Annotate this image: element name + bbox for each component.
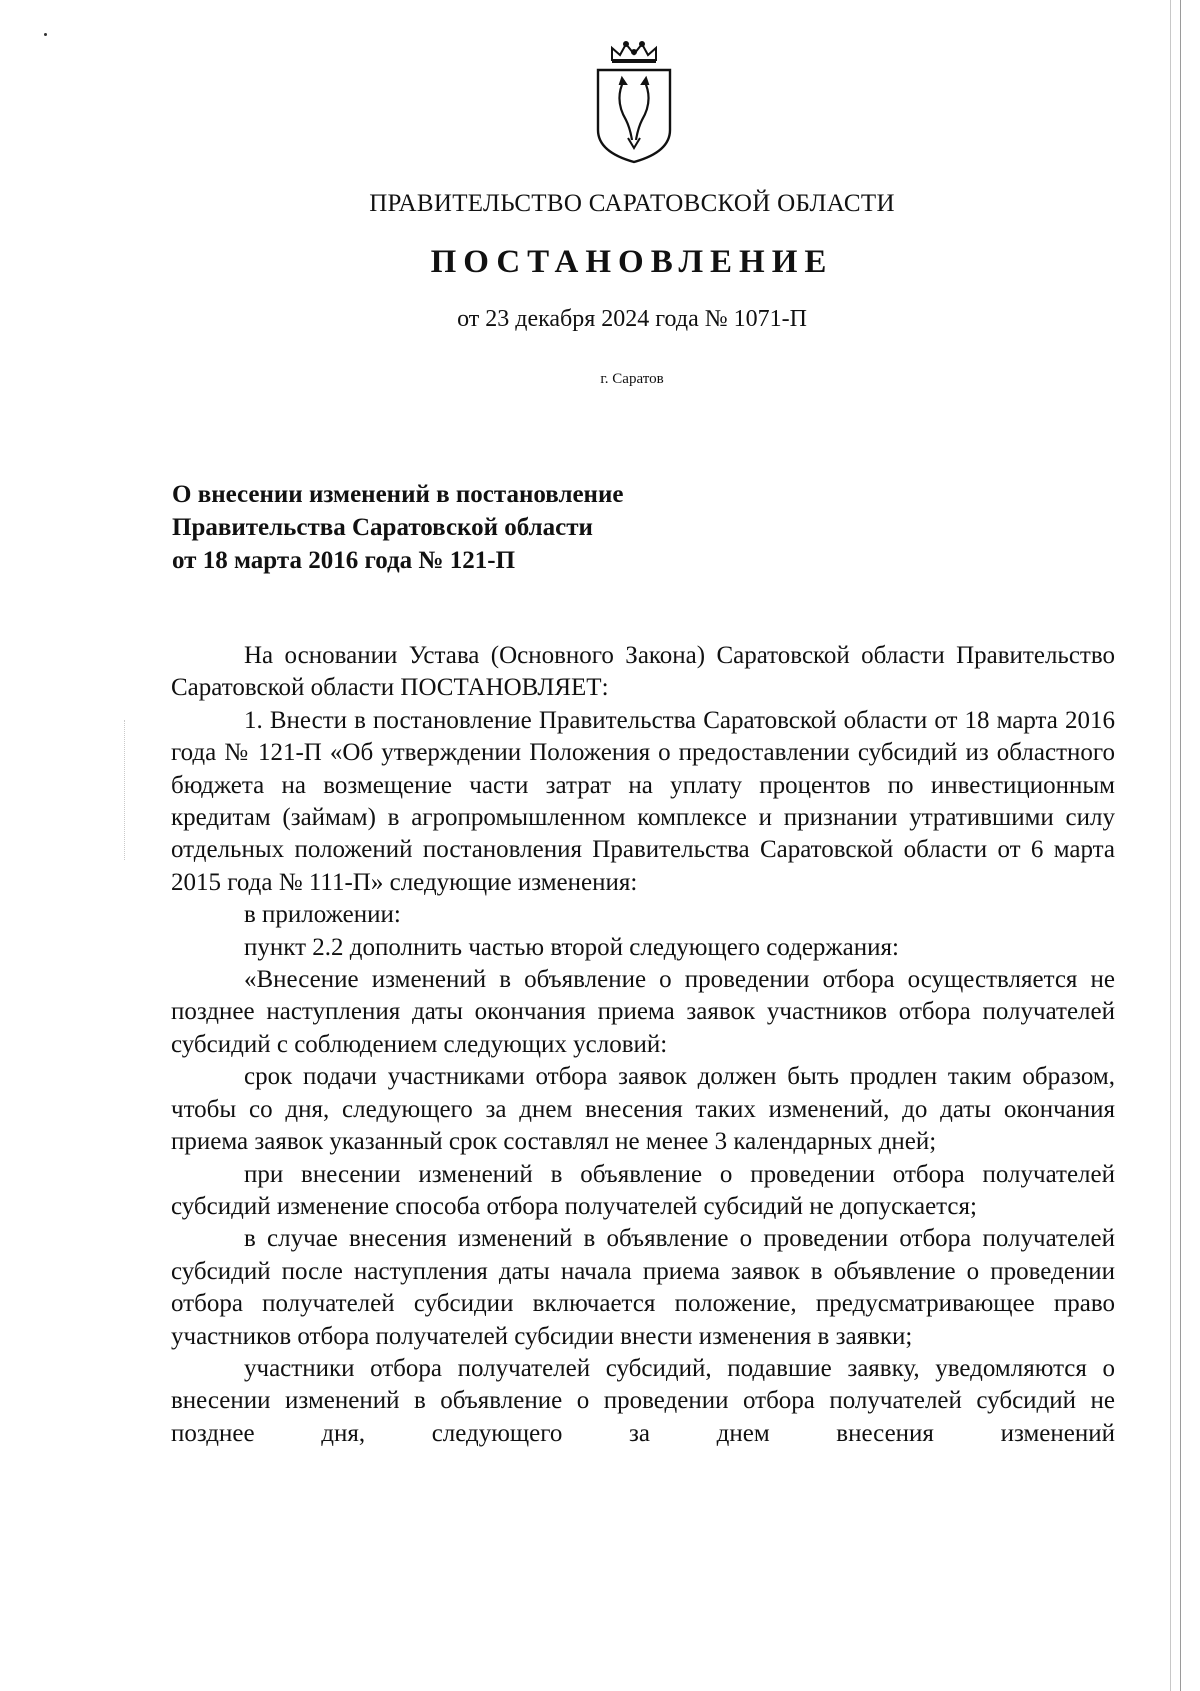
body-paragraph: На основании Устава (Основного Закона) Саратовской области Правительство Саратовской области ПОСТАНОВЛЯЕТ: [171,642,1115,702]
body-paragraph: срок подачи участниками отбора заявок должен быть продлен таким образом, чтобы со дня, следующего за днем внесения таких изменений, до даты окончания приема заявок указанный срок составлял не менее 3 календарных дней; [171,1063,1115,1156]
scan-margin-mark [124,720,125,860]
document-body [171,640,1115,1450]
document-type: ПОСТАНОВЛЕНИЕ [430,244,834,280]
body-paragraph: в приложении: [244,901,401,929]
scan-speck [44,33,47,36]
body-paragraph: в случае внесения изменений в объявление о проведении отбора получателей субсидий после наступления даты начала приема заявок в объявление о проведении отбора получателей субсидии включается положение, предусматривающее право участников отбора получателей субсидии внести изменения в заявки; [171,1225,1115,1350]
subject-line: О внесении изменений в постановление [172,481,624,508]
subject-line: от 18 марта 2016 года № 121-П [172,547,516,574]
document-subject [172,478,972,577]
document-date-number: от 23 декабря 2024 года № 1071-П [457,306,807,332]
government-name: ПРАВИТЕЛЬСТВО САРАТОВСКОЙ ОБЛАСТИ [369,190,895,217]
saratov-coat-of-arms-icon [592,40,676,166]
body-paragraph: пункт 2.2 дополнить частью второй следующего содержания: [244,933,899,961]
subject-line: Правительства Саратовской области [172,514,593,541]
body-paragraph: участники отбора получателей субсидий, подавшие заявку, уведомляются о внесении изменений в объявление о проведении отбора получателей субсидий не позднее дня, следующего за днем внесения изменений [171,1354,1115,1447]
document-city: г. Саратов [600,371,664,387]
body-paragraph: при внесении изменений в объявление о проведении отбора получателей субсидий изменение способа отбора получателей субсидий не допускается; [171,1160,1115,1220]
body-paragraph: «Внесение изменений в объявление о проведении отбора осуществляется не позднее наступления даты окончания приема заявок участников отбора получателей субсидий с соблюдением следующих условий: [171,966,1115,1058]
body-paragraph: 1. Внести в постановление Правительства Саратовской области от 18 марта 2016 года № 121-П «Об утверждении Положения о предоставлении субсидий из областного бюджета на возмещение части затрат на уплату процентов по инвестиционным кредитам (займам) в агропромышленном комплексе и признании утратившими силу отдельных положений постановления Правительства Саратовской области от 6 марта 2015 года № 111-П» следующие изменения: [171,706,1115,896]
